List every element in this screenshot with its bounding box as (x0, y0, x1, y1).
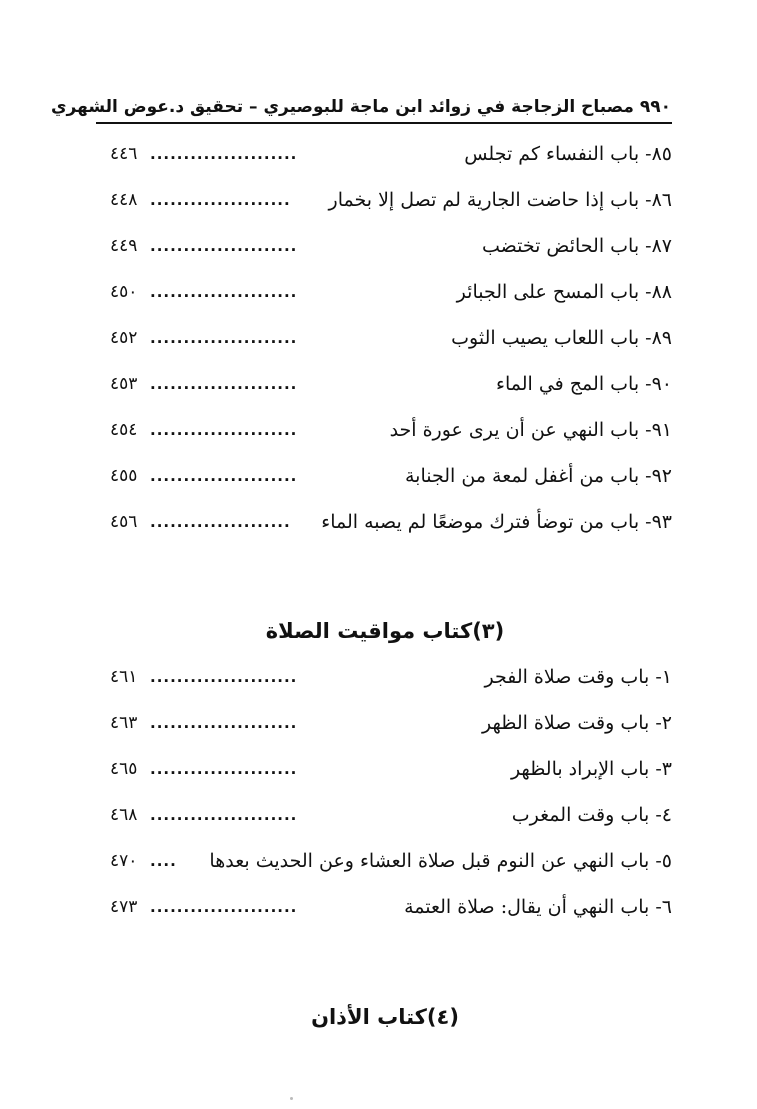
header-rule (96, 122, 672, 124)
toc-entry-title: ٣- باب الإبراد بالظهر (510, 758, 672, 780)
toc-leader-dots: ...................... (150, 421, 298, 439)
toc-entry (98, 746, 672, 792)
toc-entry (98, 654, 672, 700)
toc-entry-title: ٥- باب النهي عن النوم قبل صلاة العشاء وعن الحديث بعدها (209, 850, 672, 872)
toc-entry-title: ٤- باب وقت المغرب (511, 804, 672, 826)
section-heading-prayer-times: (٣)كتاب مواقيت الصلاة (265, 619, 505, 643)
toc-leader-dots: ...................... (150, 668, 298, 686)
toc-entry-page: ٤٧٠ (110, 851, 138, 871)
toc-leader-dots: ...................... (150, 283, 298, 301)
toc-entry-title: ٩٣- باب من توضأ فترك موضعًا لم يصبه الماء (321, 511, 672, 533)
toc-entry-page: ٤٥٠ (110, 282, 138, 302)
toc-leader-dots: ..................... (150, 513, 291, 531)
toc-entry-title: ٨٥- باب النفساء كم تجلس (464, 143, 672, 165)
toc-entry-title: ١- باب وقت صلاة الفجر (484, 666, 672, 688)
toc-entry-page: ٤٦٥ (110, 759, 138, 779)
toc-entry-page: ٤٥٣ (110, 374, 138, 394)
toc-entry-title: ٩١- باب النهي عن أن يرى عورة أحد (389, 419, 672, 441)
toc-entry-page: ٤٦٨ (110, 805, 138, 825)
toc-leader-dots: ...................... (150, 898, 298, 916)
toc-entry-page: ٤٥٦ (110, 512, 138, 532)
toc-leader-dots: ...................... (150, 806, 298, 824)
toc-leader-dots: ...................... (150, 237, 298, 255)
toc-entry-title: ٨٩- باب اللعاب يصيب الثوب (451, 327, 672, 349)
toc-entry (98, 884, 672, 930)
toc-entry-page: ٤٤٩ (110, 236, 138, 256)
toc-leader-dots: ...................... (150, 714, 298, 732)
toc-leader-dots: .... (150, 852, 177, 870)
toc-entry-title: ٦- باب النهي أن يقال: صلاة العتمة (404, 896, 672, 918)
toc-entry (98, 453, 672, 499)
section-heading-adhan: (٤)كتاب الأذان (311, 1005, 459, 1029)
toc-entry (98, 315, 672, 361)
toc-entry-title: ٨٦- باب إذا حاضت الجارية لم تصل إلا بخمار (328, 189, 672, 211)
toc-entry-page: ٤٦١ (110, 667, 138, 687)
toc-entry-title: ٨٨- باب المسح على الجبائر (456, 281, 672, 303)
toc-entry-page: ٤٥٢ (110, 328, 138, 348)
toc-entry-title: ٩٠- باب المج في الماء (496, 373, 672, 395)
toc-entry (98, 223, 672, 269)
toc-entry-page: ٤٧٣ (110, 897, 138, 917)
toc-entry-page: ٤٤٨ (110, 190, 138, 210)
toc-list-prayer-times (98, 654, 672, 930)
toc-entry (98, 269, 672, 315)
toc-entry-page: ٤٥٥ (110, 466, 138, 486)
toc-entry (98, 407, 672, 453)
toc-entry (98, 792, 672, 838)
scan-speck (290, 1097, 293, 1100)
toc-entry (98, 838, 672, 884)
toc-entry-title: ٢- باب وقت صلاة الظهر (482, 712, 672, 734)
toc-entry-page: ٤٥٤ (110, 420, 138, 440)
toc-entry-title: ٩٢- باب من أغفل لمعة من الجنابة (405, 465, 672, 487)
toc-entry (98, 499, 672, 545)
toc-entry (98, 361, 672, 407)
toc-entry-page: ٤٤٦ (110, 144, 138, 164)
toc-entry (98, 131, 672, 177)
toc-leader-dots: ..................... (150, 191, 291, 209)
toc-leader-dots: ...................... (150, 375, 298, 393)
toc-leader-dots: ...................... (150, 145, 298, 163)
running-header: ٩٩٠ مصباح الزجاجة في زوائد ابن ماجة للبوصيري – تحقيق د.عوض الشهري (50, 97, 671, 117)
toc-leader-dots: ...................... (150, 467, 298, 485)
toc-entry (98, 177, 672, 223)
toc-entry (98, 700, 672, 746)
toc-leader-dots: ...................... (150, 760, 298, 778)
toc-list-tahara (98, 131, 672, 545)
toc-leader-dots: ...................... (150, 329, 298, 347)
toc-entry-title: ٨٧- باب الحائض تختضب (481, 235, 672, 257)
toc-entry-page: ٤٦٣ (110, 713, 138, 733)
